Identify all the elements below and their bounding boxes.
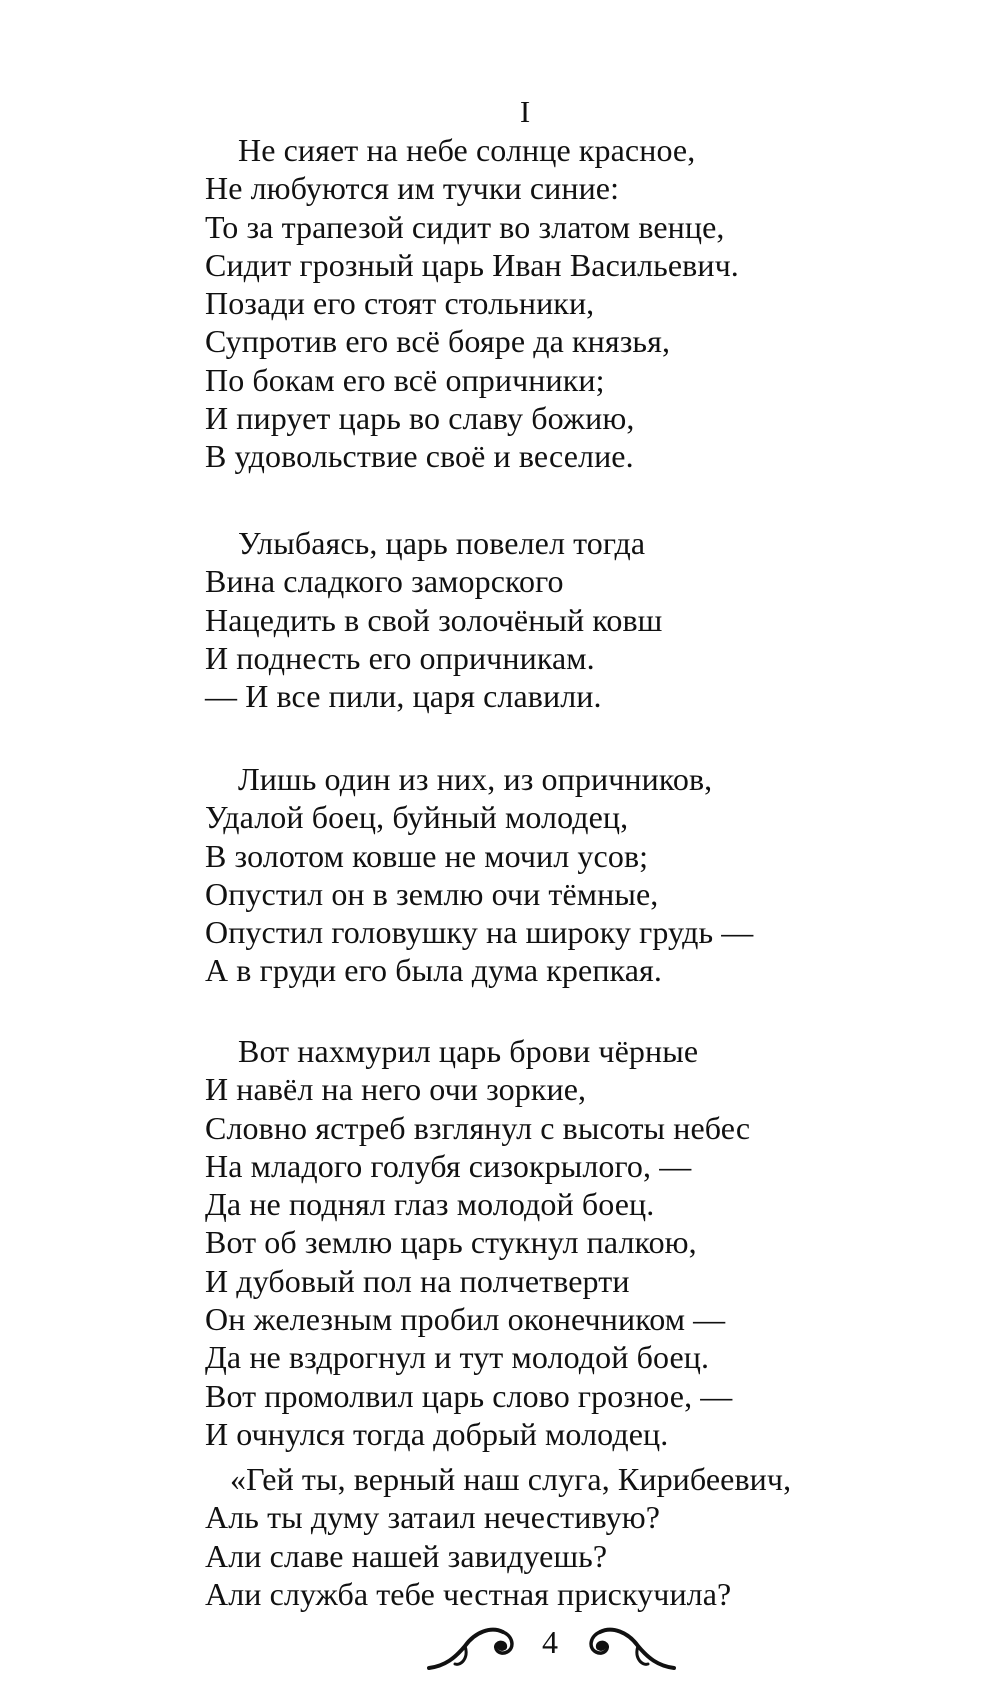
verse-line: То за трапезой сидит во златом венце, [205, 208, 725, 245]
verse-line: И очнулся тогда добрый молодец. [205, 1415, 669, 1452]
verse-line: Вот промолвил царь слово грозное, — [205, 1377, 733, 1414]
verse-line: Опустил головушку на широку грудь — [205, 914, 754, 951]
stanza [205, 760, 753, 990]
verse-line: По бокам его всё опричники; [205, 361, 605, 398]
verse-line: Он железным пробил оконечником — [205, 1301, 726, 1338]
verse-line: В удовольствие своё и веселие. [205, 438, 634, 475]
flourish-left-icon [425, 1618, 525, 1678]
flourish-right-icon [578, 1618, 678, 1678]
verse-line: Вот нахмурил царь брови чёрные [238, 1033, 699, 1069]
verse-line: Аль ты думу затаил нечестивую? [205, 1499, 661, 1536]
verse-line: В золотом ковше не мочил усов; [205, 837, 649, 874]
verse-line: Позади его стоят стольники, [205, 285, 595, 322]
verse-line: И поднесть его опричникам. [205, 639, 595, 676]
verse-line: Не сияет на небе солнце красное, [238, 132, 696, 168]
verse-line: Удалой боец, буйный молодец, [205, 799, 629, 836]
verse-line: Нацедить в свой золочёный ковш [205, 601, 663, 638]
stanza [205, 131, 739, 476]
stanza [205, 524, 662, 715]
verse-line: Вот об землю царь стукнул палкою, [205, 1224, 697, 1261]
verse-line: Улыбаясь, царь повелел тогда [238, 525, 646, 561]
verse-line: И пирует царь во славу божию, [205, 400, 635, 437]
stanza [205, 1032, 750, 1453]
verse-line: А в груди его была дума крепкая. [205, 952, 662, 989]
verse-line: Али славе нашей завидуешь? [205, 1537, 608, 1574]
verse-line: Опустил он в землю очи тёмные, [205, 875, 659, 912]
verse-line: И навёл на него очи зоркие, [205, 1071, 587, 1108]
verse-line: Али служба тебе честная прискучила? [205, 1575, 732, 1612]
verse-line: — И все пили, царя славили. [205, 678, 602, 715]
verse-line: На младого голубя сизокрылого, — [205, 1147, 692, 1184]
page-number: 4 [542, 1624, 558, 1660]
verse-line: Лишь один из них, из опричников, [238, 761, 713, 797]
page-footer [0, 1618, 1000, 1678]
verse-line: Да не поднял глаз молодой боец. [205, 1186, 655, 1223]
verse-line: «Гей ты, верный наш слуга, Кирибеевич, [230, 1461, 792, 1497]
verse-line: Не любуются им тучки синие: [205, 170, 620, 207]
stanza [205, 1460, 791, 1613]
verse-line: Супротив его всё бояре да князья, [205, 323, 671, 360]
verse-line: Да не вздрогнул и тут молодой боец. [205, 1339, 710, 1376]
verse-line: И дубовый пол на полчетверти [205, 1262, 630, 1299]
verse-line: Вина сладкого заморского [205, 563, 564, 600]
chapter-heading: I [519, 94, 531, 129]
verse-line: Словно ястреб взглянул с высоты небес [205, 1109, 751, 1146]
verse-line: Сидит грозный царь Иван Васильевич. [205, 246, 739, 283]
